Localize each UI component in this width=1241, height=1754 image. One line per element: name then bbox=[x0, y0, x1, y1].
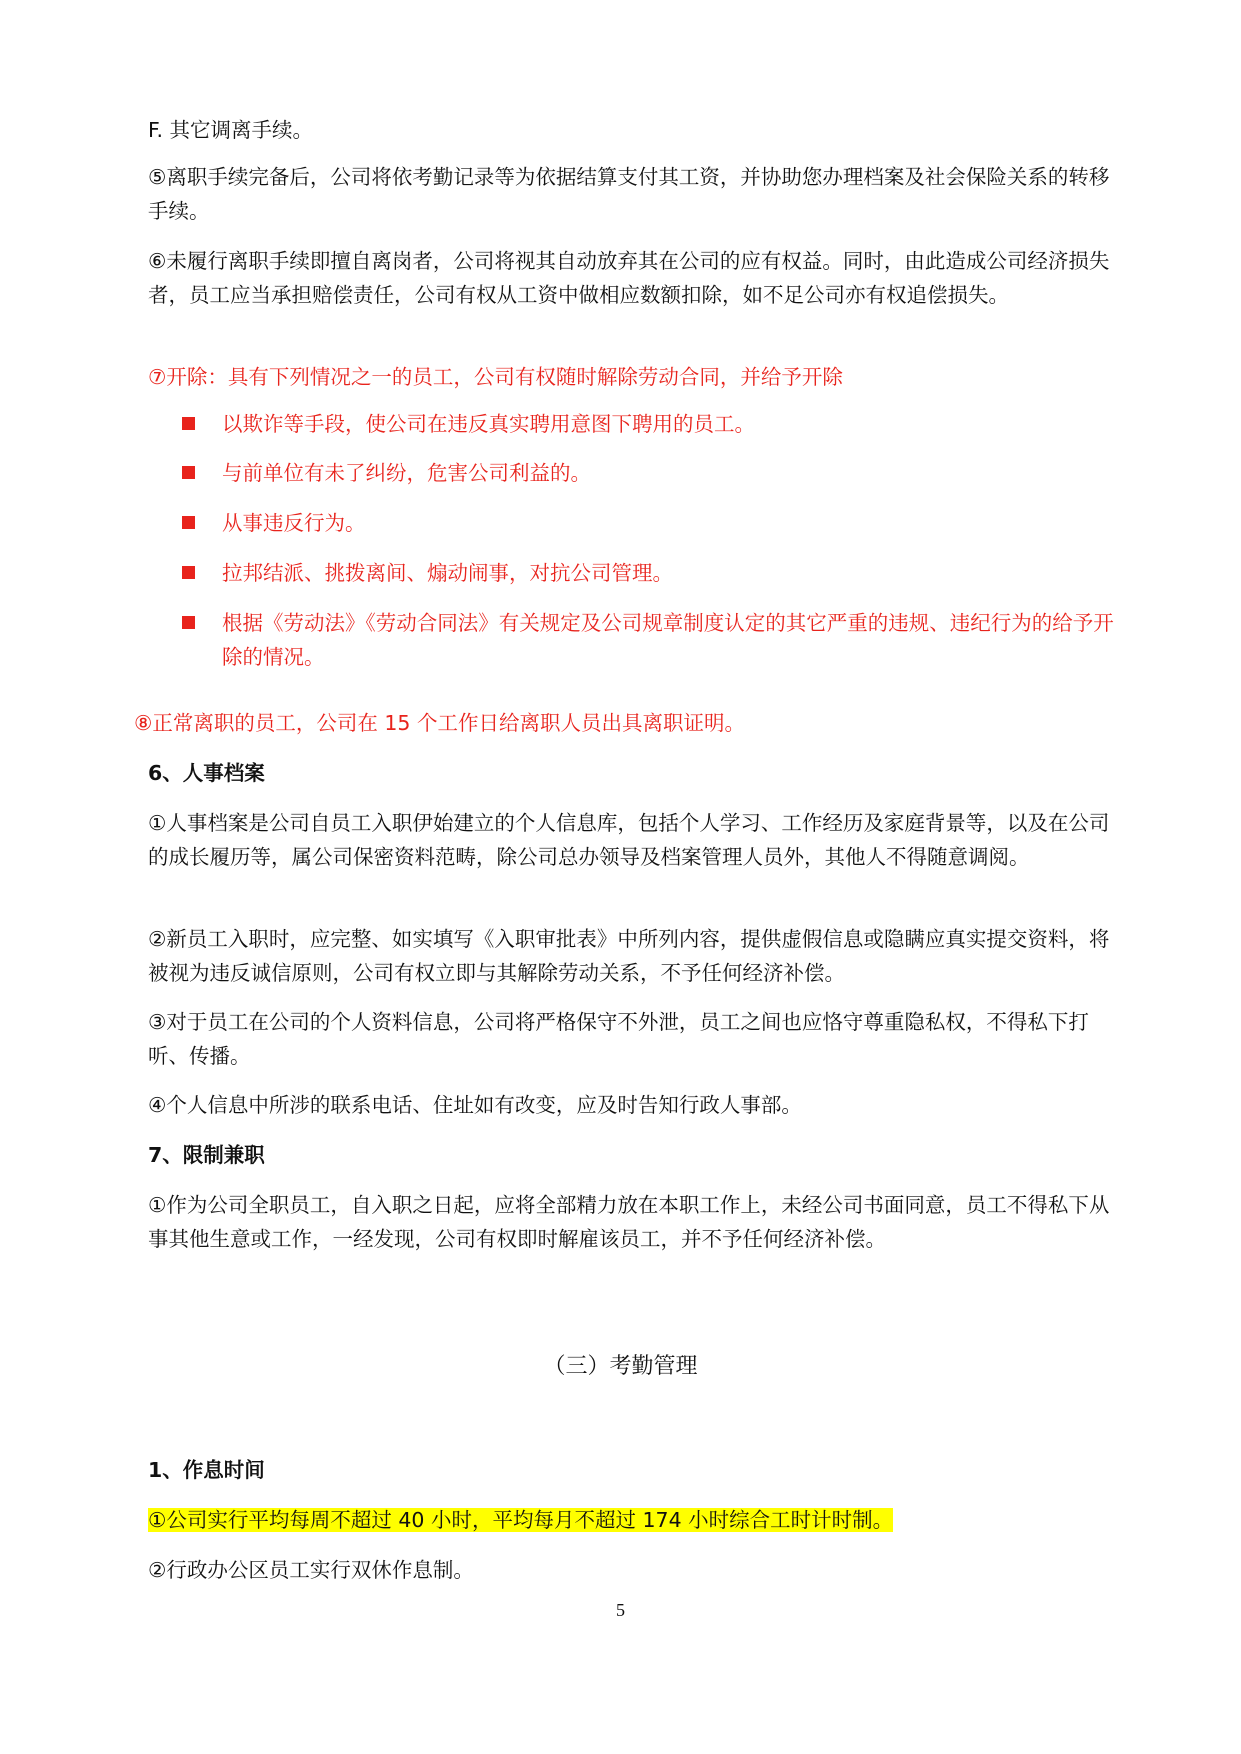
section-6-item-3: ③对于员工在公司的个人资料信息，公司将严格保守不外泄，员工之间也应恪守尊重隐私权，不得私下打听、传播。 bbox=[148, 1010, 1089, 1068]
section-6-item-2: ②新员工入职时，应完整、如实填写《入职审批表》中所列内容，提供虚假信息或隐瞒应真实提交资料，将被视为违反诚信原则，公司有权立即与其解除劳动关系，不予任何经济补偿。 bbox=[148, 927, 1110, 985]
paragraph-6: ⑥未履行离职手续即擅自离岗者，公司将视其自动放弃其在公司的应有权益。同时，由此造成公司经济损失者，员工应当承担赔偿责任，公司有权从工资中做相应数额扣除，如不足公司亦有权追偿损失。 bbox=[148, 249, 1110, 307]
paragraph-8: ⑧正常离职的员工，公司在 15 个工作日给离职人员出具离职证明。 bbox=[134, 711, 745, 735]
square-bullet-icon bbox=[182, 516, 195, 529]
highlighted-text: ①公司实行平均每周不超过 40 小时，平均每月不超过 174 小时综合工时计时制。 bbox=[148, 1508, 894, 1532]
section-7-item-1: ①作为公司全职员工，自入职之日起，应将全部精力放在本职工作上，未经公司书面同意，员工不得私下从事其他生意或工作，一经发现，公司有权即时解雇该员工，并不予任何经济补偿。 bbox=[148, 1193, 1110, 1251]
bullet-text: 根据《劳动法》《劳动合同法》有关规定及公司规章制度认定的其它严重的违规、违纪行为的给予开除的情况。 bbox=[222, 611, 1114, 669]
section-6-item-4: ④个人信息中所涉的联系电话、住址如有改变，应及时告知行政人事部。 bbox=[148, 1093, 802, 1117]
square-bullet-icon bbox=[182, 616, 195, 629]
bullet-text: 以欺诈等手段，使公司在违反真实聘用意图下聘用的员工。 bbox=[222, 412, 755, 436]
attendance-item-2: ②行政办公区员工实行双休作息制。 bbox=[148, 1558, 474, 1582]
section-6-heading: 6、人事档案 bbox=[148, 761, 265, 785]
bullet-text: 拉邦结派、挑拨离间、煽动闹事，对抗公司管理。 bbox=[222, 561, 673, 585]
chapter-title: （三）考勤管理 bbox=[543, 1354, 698, 1379]
attendance-item-1 bbox=[148, 1503, 1116, 1537]
paragraph-5: ⑤离职手续完备后，公司将依考勤记录等为依据结算支付其工资，并协助您办理档案及社会保险关系的转移手续。 bbox=[148, 165, 1110, 223]
square-bullet-icon bbox=[182, 417, 195, 430]
section-6-item-1: ①人事档案是公司自员工入职伊始建立的个人信息库，包括个人学习、工作经历及家庭背景等，以及在公司的成长履历等，属公司保密资料范畴，除公司总办领导及档案管理人员外，其他人不得随意调阅。 bbox=[148, 811, 1110, 869]
paragraph-7-dismissal: ⑦开除：具有下列情况之一的员工，公司有权随时解除劳动合同，并给予开除 bbox=[148, 365, 843, 389]
square-bullet-icon bbox=[182, 566, 195, 579]
bullet-text: 从事违反行为。 bbox=[222, 511, 366, 535]
item-f: F. 其它调离手续。 bbox=[148, 118, 314, 142]
page-number: 5 bbox=[616, 1600, 625, 1620]
square-bullet-icon bbox=[182, 466, 195, 479]
attendance-sub-heading: 1、作息时间 bbox=[148, 1458, 265, 1482]
section-7-heading: 7、限制兼职 bbox=[148, 1143, 265, 1167]
bullet-text: 与前单位有未了纠纷，危害公司利益的。 bbox=[222, 461, 591, 485]
